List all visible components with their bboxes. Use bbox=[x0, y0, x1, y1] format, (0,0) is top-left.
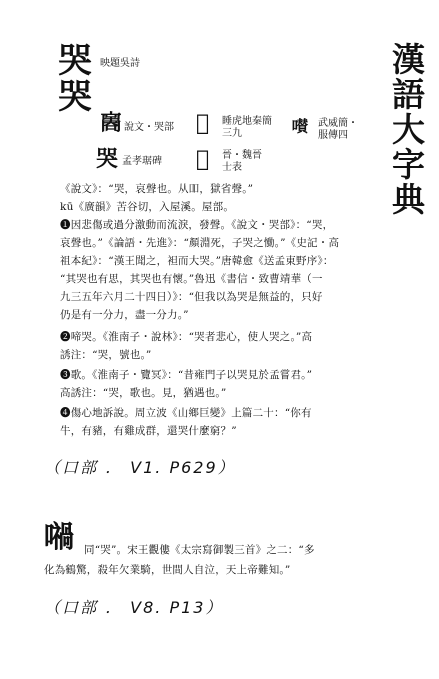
entry1-line-9: ❷啼哭。《淮南子・說林》：“哭者悲心，使人哭之。”高 bbox=[60, 331, 313, 343]
entry1-line-1: 《說文》：“哭，哀聲也。从吅，獄省聲。” bbox=[60, 183, 254, 195]
entry1-line-7: 九三五年六月二十四日）》：“但我以為哭是無益的，只好 bbox=[60, 291, 323, 303]
variant-label-1: 說文・哭部 bbox=[124, 122, 174, 133]
entry2-line-1: 同“哭”。宋王觀僂《太宗寫御製三首》之二：“多 bbox=[84, 544, 315, 556]
entry1-source-note: （口部 ． V1. P629） bbox=[44, 458, 236, 477]
entry1-headword-1: 哭 bbox=[58, 41, 92, 81]
entry2-line-2: 化為鶴驚，殺年欠業騎，世間人自泣，天上帝難知。” bbox=[44, 564, 291, 576]
variant-glyph-3: 𡂐 bbox=[292, 117, 309, 136]
entry1-line-8: 仍是有一分力，盡一分力。” bbox=[60, 309, 189, 321]
variant-label-2: 睡虎地秦簡三九 bbox=[222, 116, 272, 139]
variant-label-4: 孟孝琚碑 bbox=[122, 156, 162, 167]
entry1-headword-2: 哭 bbox=[58, 77, 92, 117]
entry1-line-12: 高誘注：“哭，歌也。見，猶遇也。” bbox=[60, 387, 227, 399]
entry1-line-4: 哀聲也。”《論語・先進》：“顏淵死，子哭之慟。”《史記・高 bbox=[60, 237, 340, 249]
entry1-line-13: ❹傷心地訴說。周立波《山鄉巨變》上篇二十：“你有 bbox=[60, 407, 312, 419]
entry1-line-10: 誘注：“哭，號也。” bbox=[60, 349, 152, 361]
variant-glyph-2: 𡂀 bbox=[196, 110, 210, 136]
entry1-line-6: “其哭也有思，其哭也有懷。”魯迅《書信・致曹靖華（一 bbox=[60, 273, 323, 285]
entry2-source-note: （口部 ． V8. P13） bbox=[44, 598, 224, 617]
entry1-line-2: kū《廣韻》苦谷切，入屋溪。屋部。 bbox=[60, 201, 235, 213]
entry1-line-14: 牛，有豬，有雞成群，還哭什麼窮？” bbox=[60, 425, 237, 437]
variant-label-3: 武威簡・服傳四 bbox=[318, 118, 358, 141]
entry1-line-3: ❶因悲傷或過分激動而流淚，發聲。《說文・哭部》：“哭， bbox=[60, 219, 334, 231]
variant-label-5: 晉・魏晉士表 bbox=[222, 150, 262, 173]
variant-glyph-5: 𡂷 bbox=[196, 146, 210, 172]
entry1-line-5: 祖本紀》：“漢王聞之，袒而大哭。”唐韓愈《送孟東野序》： bbox=[60, 255, 334, 267]
dictionary-title: 漢語大字典 bbox=[387, 42, 426, 217]
entry1-line-11: ❸歌。《淮南子・覽冥》：“昔雍門子以哭見於孟嘗君。” bbox=[60, 369, 313, 381]
variant-glyph-1: 𠾃 bbox=[100, 110, 123, 136]
variant-glyph-4: 哭 bbox=[96, 146, 119, 172]
entry2-headword: 𡁜 bbox=[44, 520, 74, 555]
variant-source-top: 映題吳詩 bbox=[100, 58, 140, 69]
